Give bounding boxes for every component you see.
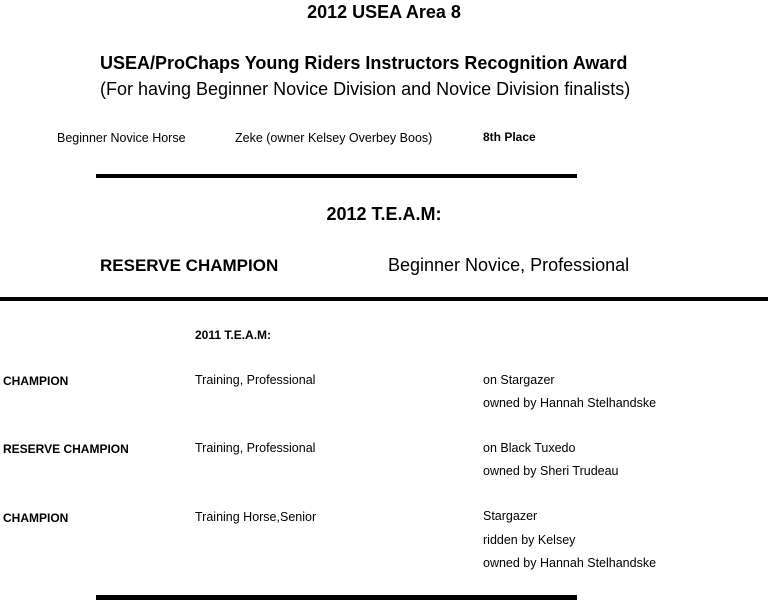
entry-detail: owned by Hannah Stelhandske [483,556,657,570]
entry-division: Training Horse,Senior [195,510,317,524]
entry-result: RESERVE CHAMPION [3,442,129,456]
entry-detail: owned by Sheri Trudeau [483,464,619,478]
team-2011-heading: 2011 T.E.A.M: [195,328,272,342]
award-title: USEA/ProChaps Young Riders Instructors Recognition Award [100,53,628,73]
entry-division: Training, Professional [195,373,316,387]
entry-detail: ridden by Kelsey [483,533,576,547]
award-subtitle: (For having Beginner Novice Division and Novice Division finalists) [100,79,631,99]
team-2012-division: Beginner Novice, Professional [388,255,630,275]
entry-result: CHAMPION [3,511,69,525]
section-divider [0,297,768,301]
section-divider [96,174,577,178]
area-heading: 2012 USEA Area 8 [307,2,461,22]
entry-result: CHAMPION [3,374,69,388]
section-divider [96,595,577,600]
entry-detail: on Black Tuxedo [483,441,576,455]
award-place: 8th Place [483,130,536,144]
entry-detail: owned by Hannah Stelhandske [483,396,657,410]
entry-detail: Stargazer [483,509,538,523]
entry-detail: on Stargazer [483,373,555,387]
award-horse: Zeke (owner Kelsey Overbey Boos) [235,131,433,145]
team-2012-heading: 2012 T.E.A.M: [326,204,442,224]
entry-division: Training, Professional [195,441,316,455]
award-division: Beginner Novice Horse [57,131,186,145]
team-2012-result: RESERVE CHAMPION [100,256,279,275]
